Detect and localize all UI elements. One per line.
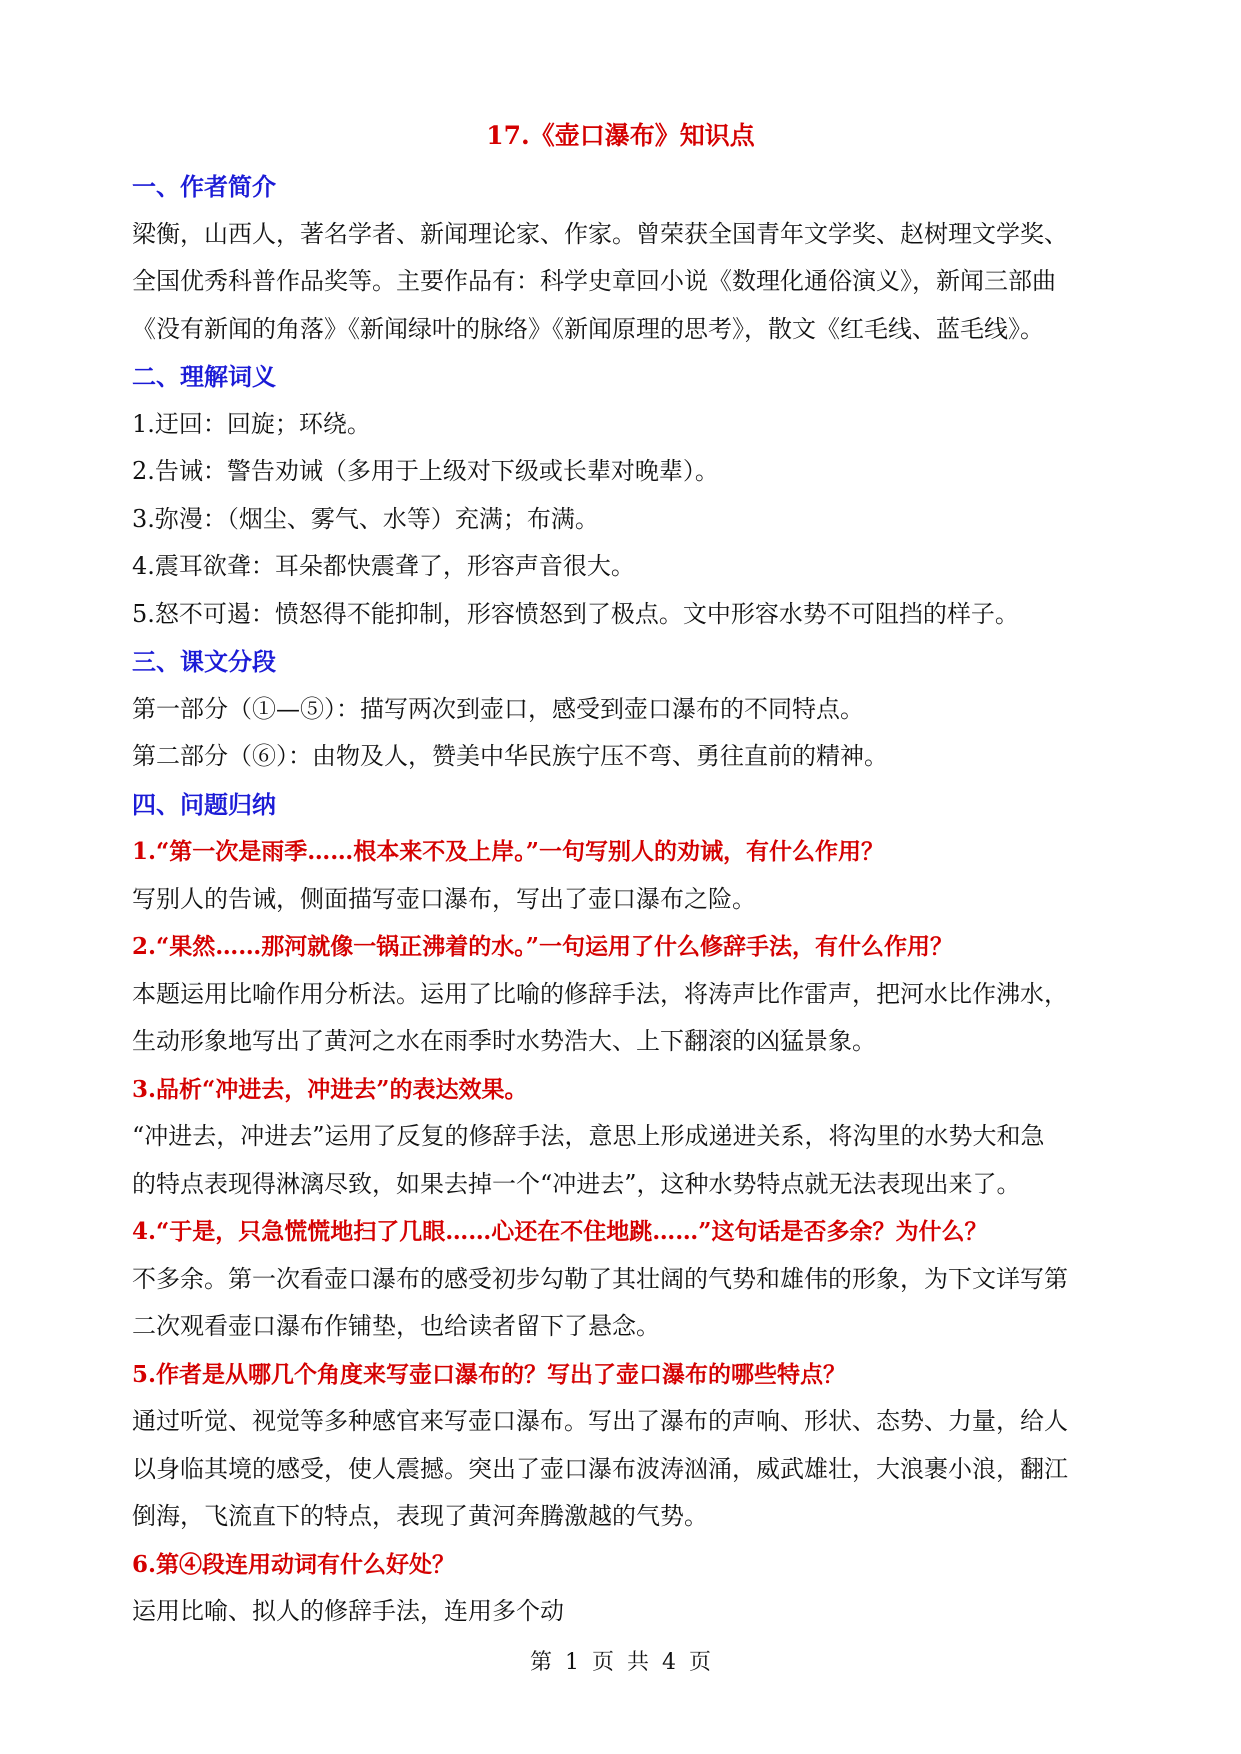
answer-6-line: 运用比喻、拟人的修辞手法，连用多个动 xyxy=(132,1597,564,1625)
answer-2-line: 本题运用比喻作用分析法。运用了比喻的修辞手法，将涛声比作雷声，把河水比作沸水， xyxy=(132,979,1068,1008)
section-heading-questions: 四、问题归纳 xyxy=(132,789,276,819)
answer-2-line: 生动形象地写出了黄河之水在雨季时水势浩大、上下翻滚的凶猛景象。 xyxy=(132,1027,876,1055)
answer-5-line: 以身临其境的感受，使人震撼。突出了壶口瀑布波涛汹涌，威武雄壮，大浪裹小浪，翻江 xyxy=(132,1454,1068,1483)
segment-item: 第二部分（⑥）：由物及人，赞美中华民族宁压不弯、勇往直前的精神。 xyxy=(132,742,888,770)
vocab-item: 5.怒不可遏：愤怒得不能抑制，形容愤怒到了极点。文中形容水势不可阻挡的样子。 xyxy=(132,599,1019,628)
question-6: 6.第④段连用动词有什么好处？ xyxy=(132,1550,456,1578)
question-5: 5.作者是从哪几个角度来写壶口瀑布的？写出了壶口瀑布的哪些特点？ xyxy=(132,1360,847,1388)
answer-1-line: 写别人的告诫，侧面描写壶口瀑布，写出了壶口瀑布之险。 xyxy=(132,884,756,913)
document-title: 17.《壶口瀑布》知识点 xyxy=(486,121,755,150)
answer-5-line: 倒海，飞流直下的特点，表现了黄河奔腾激越的气势。 xyxy=(132,1502,708,1530)
answer-4-line: 不多余。第一次看壶口瀑布的感受初步勾勒了其壮阔的气势和雄伟的形象，为下文详写第 xyxy=(132,1264,1068,1293)
section-heading-vocab: 二、理解词义 xyxy=(132,362,276,391)
section-heading-segments: 三、课文分段 xyxy=(132,647,276,676)
question-2: 2.“果然……那河就像一锅正沸着的水。”一句运用了什么修辞手法，有什么作用？ xyxy=(132,933,953,960)
author-text-line: 梁衡，山西人，著名学者、新闻理论家、作家。曾荣获全国青年文学奖、赵树理文学奖、 xyxy=(132,219,1068,248)
answer-4-line: 二次观看壶口瀑布作铺垫，也给读者留下了悬念。 xyxy=(132,1312,660,1340)
author-text-line: 全国优秀科普作品奖等。主要作品有：科学史章回小说《数理化通俗演义》，新闻三部曲 xyxy=(132,267,1056,295)
vocab-item: 4.震耳欲聋：耳朵都快震聋了，形容声音很大。 xyxy=(132,552,635,580)
section-heading-author: 一、作者简介 xyxy=(132,172,276,201)
page-footer: 第 1 页 共 4 页 xyxy=(530,1650,711,1675)
question-4: 4.“于是，只急慌慌地扫了几眼……心还在不住地跳……”这句话是否多余？为什么？ xyxy=(132,1218,988,1245)
answer-3-line: 的特点表现得淋漓尽致，如果去掉一个“冲进去”，这种水势特点就无法表现出来了。 xyxy=(132,1169,1021,1198)
document-body xyxy=(132,163,1122,1636)
vocab-item: 3.弥漫：（烟尘、雾气、水等）充满；布满。 xyxy=(132,504,599,533)
question-3: 3.品析“冲进去，冲进去”的表达效果。 xyxy=(132,1075,528,1103)
answer-3-line: “冲进去，冲进去”运用了反复的修辞手法，意思上形成递进关系，将沟里的水势大和急 xyxy=(132,1122,1045,1150)
vocab-item: 2.告诫：警告劝诫（多用于上级对下级或长辈对晚辈）。 xyxy=(132,457,719,485)
author-text-line: 《没有新闻的角落》《新闻绿叶的脉络》《新闻原理的思考》，散文《红毛线、蓝毛线》。 xyxy=(132,314,1044,343)
question-1: 1.“第一次是雨季……根本来不及上岸。”一句写别人的劝诫，有什么作用？ xyxy=(132,838,884,865)
segment-item: 第一部分（①—⑤）：描写两次到壶口，感受到壶口瀑布的不同特点。 xyxy=(132,694,864,723)
vocab-item: 1.迂回：回旋；环绕。 xyxy=(132,409,371,438)
answer-5-line: 通过听觉、视觉等多种感官来写壶口瀑布。写出了瀑布的声响、形状、态势、力量，给人 xyxy=(132,1407,1068,1435)
